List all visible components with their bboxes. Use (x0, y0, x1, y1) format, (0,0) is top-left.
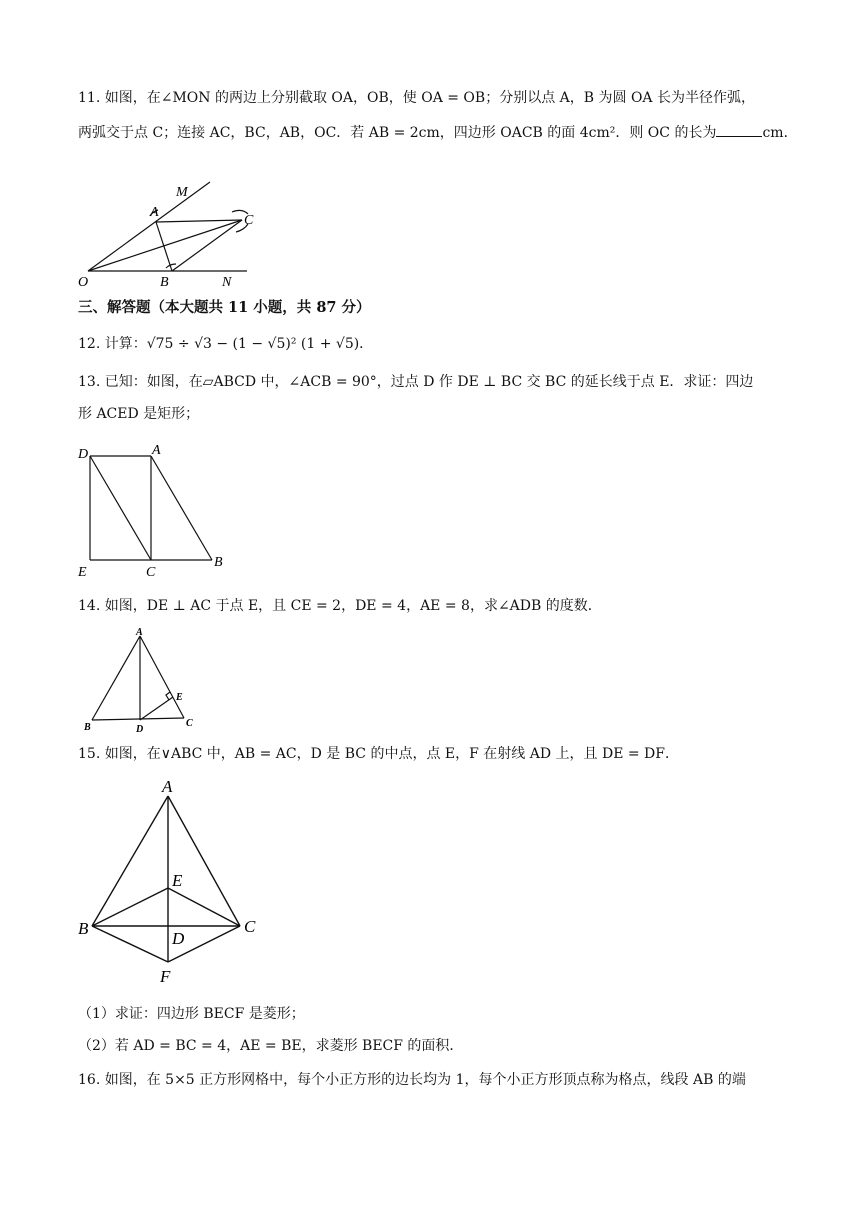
q14-figure (80, 626, 204, 736)
q11-line2-unit: cm． (762, 125, 798, 141)
q14-label-E: E (176, 692, 183, 703)
q15-label-E: E (172, 871, 183, 890)
q13-line2: 形 ACED 是矩形； (78, 406, 200, 422)
q11-line2-text: 两弧交于点 C；连接 AC，BC，AB，OC．若 AB = 2cm，四边形 OACB 的面 4cm²．则 OC 的长为 (78, 125, 717, 141)
q11-figure (72, 178, 272, 290)
q11-answer-blank (716, 122, 762, 137)
q15-label-B: B (78, 919, 89, 938)
q11-label-B: B (160, 275, 169, 290)
q11-label-C: C (244, 213, 254, 228)
q15-part2: （2）若 AD = BC = 4，AE = BE，求菱形 BECF 的面积． (78, 1038, 464, 1054)
q16-line1: 16. 如图，在 5×5 正方形网格中，每个小正方形的边长均为 1，每个小正方形顶点称为格点，线段 AB 的端 (78, 1072, 746, 1088)
q14-label-A: A (136, 627, 143, 638)
q13-figure (74, 442, 234, 580)
q14-label-B: B (84, 722, 91, 733)
q15-line1: 15. 如图，在∨ABC 中，AB = AC，D 是 BC 的中点，点 E，F 在射线 AD 上，且 DE = DF． (78, 746, 680, 762)
q13-label-B: B (214, 555, 223, 570)
q14-label-D: D (136, 724, 144, 735)
q11-line1: 11. 如图，在∠MON 的两边上分别截取 OA，OB，使 OA = OB；分别以点 A，B 为圆 OA 长为半径作弧， (78, 90, 755, 106)
q15-figure (74, 774, 274, 990)
q13-line1: 13. 已知：如图，在▱ABCD 中，∠ACB = 90°，过点 D 作 DE ⊥ BC 交 BC 的延长线于点 E．求证：四边 (78, 374, 754, 390)
q13-label-C: C (146, 565, 156, 580)
q11-line2 (78, 122, 798, 143)
q15-label-D: D (172, 929, 185, 948)
q15-part1: （1）求证：四边形 BECF 是菱形； (78, 1006, 305, 1022)
q13-label-E: E (78, 565, 87, 580)
q13-label-D: D (78, 447, 89, 462)
q12-line1: 12. 计算：√75 ÷ √3 − (1 − √5)² (1 + √5)． (78, 336, 374, 352)
q11-label-A: A (150, 205, 159, 220)
q11-label-N: N (222, 275, 232, 290)
q15-label-A: A (162, 777, 173, 796)
q11-label-O: O (78, 275, 89, 290)
q15-label-F: F (160, 967, 171, 986)
section3-heading: 三、解答题（本大题共 11 小题，共 87 分） (78, 299, 371, 316)
q14-line1: 14. 如图，DE ⊥ AC 于点 E，且 CE = 2，DE = 4，AE = 8，求∠ADB 的度数． (78, 598, 602, 614)
q14-label-C: C (186, 718, 193, 729)
q11-label-M: M (176, 185, 188, 200)
q15-label-C: C (244, 917, 256, 936)
q13-label-A: A (152, 443, 161, 458)
